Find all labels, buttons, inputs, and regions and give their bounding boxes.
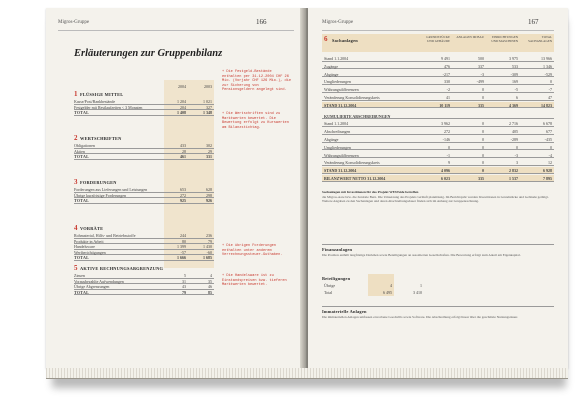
running-header-left: Migros-Gruppe xyxy=(58,20,90,25)
value-2004: 925 xyxy=(180,198,186,203)
margin-note: + Die Wertschriften sind zu Marktwerten bewertet. Die Bewertung erfolgt zu Kurswerten am Bilanzstichtag. xyxy=(222,112,289,130)
section-number: 2 xyxy=(74,134,78,142)
row-label: Forderungen aus Lieferungen und Leistungen xyxy=(74,187,148,192)
row-label: Kasse/Post/Bankbestände xyxy=(74,99,116,104)
mini-cell: 6 495 xyxy=(383,290,392,295)
left-page xyxy=(46,8,304,368)
table-cell: -1 xyxy=(446,152,450,158)
row-label: Obligationen xyxy=(74,143,95,148)
table-cell: 2 832 xyxy=(509,168,518,174)
table-cell: 0 xyxy=(482,129,484,135)
table-cell: 4 096 xyxy=(441,168,450,174)
value-2004: 204 xyxy=(180,104,186,110)
row-label: Wertberichtigungen xyxy=(74,249,106,255)
table-cell: 272 xyxy=(444,129,450,135)
value-2004: 79 xyxy=(182,289,186,295)
table-cell: 0 xyxy=(482,95,484,100)
value-2003: 628 xyxy=(206,187,212,192)
table-cell: 41 xyxy=(446,95,450,100)
value-2004: 461 xyxy=(180,154,186,159)
value-2003: 4 xyxy=(210,273,212,278)
section-text-7: Die Position enthält langfristige Darlehen sowie Beteiligungen an assoziierten Gesellschaften. Die Bewertung erfolgt zum Anteil am Eigenkapital. xyxy=(322,253,521,257)
table-row-label: Abgänge xyxy=(324,137,339,142)
row-label: TOTAL xyxy=(74,110,90,115)
table-row-label: STAND 31.12.2004 xyxy=(324,102,357,108)
value-2004: 43 xyxy=(182,284,186,289)
value-2004: 5 xyxy=(184,273,186,278)
section-title: FORDERUNGEN xyxy=(80,180,117,185)
table-cell: 337 xyxy=(478,63,484,69)
value-2003: 298 xyxy=(206,192,212,198)
row-label: TOTAL xyxy=(74,255,90,260)
mini-row-label: Total xyxy=(324,290,333,295)
value-2003: 35 xyxy=(208,278,212,284)
value-2003: 327 xyxy=(206,104,212,110)
margin-note: + Die übrigen Forderungen enthalten unter anderem Verrechnungssteuer-Guthaben. xyxy=(222,244,283,258)
table-cell: 13 966 xyxy=(541,56,552,61)
table-row-label: Stand 1.1.2004 xyxy=(324,121,349,127)
table-cell: 0 xyxy=(482,144,484,150)
table-cell: 6 928 xyxy=(543,168,552,174)
value-2004: 244 xyxy=(180,233,186,238)
table-cell: 335 xyxy=(478,176,484,181)
row-label: Festgelder mit Restlaufzeiten < 3 Monaten xyxy=(74,104,143,110)
table-cell: 0 xyxy=(550,79,552,85)
table-row-label: Stand 1.1.2004 xyxy=(324,56,349,61)
table-cell: 2 716 xyxy=(509,121,518,127)
table-row-label: Veränderung Konsolidierungskreis xyxy=(324,95,380,100)
table-cell: -309 xyxy=(510,71,518,77)
value-2003: 1 685 xyxy=(203,255,212,260)
section-title-7: Finanzanlagen xyxy=(322,247,353,252)
table-cell: 0 xyxy=(482,87,484,93)
table-row-label: BILANZWERT NETTO 31.12.2004 xyxy=(324,176,386,181)
row-label: Rohmaterial, Hilfs- und Betriebsstoffe xyxy=(74,233,136,238)
table-cell: 1 346 xyxy=(543,63,552,69)
section-title: FLÜSSIGE MITTEL xyxy=(80,92,124,97)
table-row-label: Abschreibungen xyxy=(324,129,351,135)
mini-cell: 1 xyxy=(420,283,422,288)
page-number-left: 166 xyxy=(256,18,267,26)
table-cell: 6 023 xyxy=(441,176,450,181)
table-cell: 335 xyxy=(478,102,484,108)
value-2003: 1 430 xyxy=(203,244,212,249)
table-cell: 405 xyxy=(512,129,518,135)
table-cell: 0 xyxy=(482,168,484,174)
section-title: AKTIVE RECHNUNGSABGRENZUNG xyxy=(80,266,164,271)
table-cell: -3 xyxy=(480,71,484,77)
table-cell: 533 xyxy=(512,63,518,69)
table-cell: 4 369 xyxy=(509,102,518,108)
table-row-label: Währungsdifferenzen xyxy=(324,87,359,93)
value-2004: 653 xyxy=(180,187,186,192)
table-cell: -7 xyxy=(548,87,552,93)
column-head: TOTAL SACHANLAGEN xyxy=(528,35,552,43)
table-cell: 330 xyxy=(444,79,450,85)
mini-row-label: Übrige xyxy=(324,283,336,288)
table-cell: 476 xyxy=(444,63,450,69)
page-edges xyxy=(46,368,568,379)
value-2004: 272 xyxy=(180,192,186,198)
table-cell: -499 xyxy=(476,79,484,85)
col-label-2004: 2004 xyxy=(178,84,186,89)
table-cell: 0 xyxy=(482,137,484,142)
section-text-8: Die immateriellen Anlagen umfassen erworbene Goodwills sowie Software. Die Abschreibung erfolgt linear über die geschätzte Nutzungsdauer. xyxy=(322,315,518,319)
table-cell: -435 xyxy=(544,137,552,142)
mini-cell: 3 410 xyxy=(413,290,422,295)
margin-note: + Die Festgeld-Bestände enthalten per 31.12.2004 CHF 26 Mio. (Vorjahr CHF 126 Mio.), die zur Sicherung von Pensionsgeldern angelegt sind. xyxy=(222,70,292,93)
table-cell: -289 xyxy=(510,137,518,142)
column-head: ANLAGEN IM BAU xyxy=(456,35,484,39)
table-row-label: Umgliederungen xyxy=(324,79,351,85)
col-label-2003: 2003 xyxy=(204,84,212,89)
table-cell: -529 xyxy=(544,71,552,77)
column-head: GRUNDSTÜCKE UND GEBÄUDE xyxy=(426,35,450,43)
table-cell: -2 xyxy=(446,87,450,93)
value-2004: 433 xyxy=(180,143,186,148)
section-title: VORRÄTE xyxy=(80,226,104,231)
table-cell: -217 xyxy=(442,71,450,77)
value-2004: -57 xyxy=(180,249,186,255)
open-book xyxy=(46,8,568,380)
value-2004: 31 xyxy=(182,278,186,284)
row-label: Übrige Abgrenzungen xyxy=(74,284,110,289)
table-cell: -3 xyxy=(514,152,518,158)
right-page xyxy=(308,8,568,368)
value-2003: 1 021 xyxy=(203,99,212,104)
section-title-8: Immaterielle Anlagen xyxy=(322,309,367,314)
row-label: Zinsen xyxy=(74,273,85,278)
table-row-label: Währungsdifferenzen xyxy=(324,152,359,158)
value-2003: 85 xyxy=(208,289,212,295)
section-title-sachanlagen: Sachanlagen xyxy=(332,38,358,43)
table-cell: 3 xyxy=(516,160,518,166)
value-2004: 80 xyxy=(182,238,186,244)
value-2004: 1 666 xyxy=(177,255,186,260)
table-cell: 1 537 xyxy=(509,176,518,181)
value-2003: 79 xyxy=(208,238,212,244)
value-2003: 236 xyxy=(206,233,212,238)
section-number: 5 xyxy=(74,264,78,272)
table-cell: 500 xyxy=(478,56,484,61)
value-2003: 302 xyxy=(206,143,212,148)
table-cell: 10 119 xyxy=(439,102,450,108)
value-2004: 1 204 xyxy=(177,99,186,104)
value-2003: 331 xyxy=(206,154,212,159)
section-number: 4 xyxy=(74,224,78,232)
row-label: Produkte in Arbeit xyxy=(74,238,104,244)
value-2004: 1 408 xyxy=(177,110,186,115)
page-title: Erläuterungen zur Gruppenbilanz xyxy=(74,48,223,59)
value-2004: 28 xyxy=(182,148,186,154)
column-head: EINRICHTUNGEN UND MASCHINEN xyxy=(491,35,518,43)
table-cell: 0 xyxy=(448,144,450,150)
section-number: 3 xyxy=(74,178,78,186)
table-cell: 169 xyxy=(512,79,518,85)
table-cell: 12 xyxy=(548,160,552,166)
value-2003: 29 xyxy=(208,148,212,154)
table-row-label: Abgänge xyxy=(324,71,339,77)
row-label: TOTAL xyxy=(74,154,90,159)
paragraph-text: die Migros-Aare bzw. die Zentrale Bern. Die Umsetzung des Projekts verläuft planmässig. Im Berichtsjahr wurden Investitionen in Grundstücke und Gebäude getätigt. Weitere Angaben zu den Sachanlagen und deren Abschreibungsdauer finden sich im Anhang zur Gruppenrechnung. xyxy=(322,195,549,204)
section-rule-8 xyxy=(322,306,554,307)
table-cell: 7 895 xyxy=(543,176,552,181)
value-2003: 1 348 xyxy=(203,110,212,115)
table-row-label: Veränderung Konsolidierungskreis xyxy=(324,160,380,166)
table-cell: 9 491 xyxy=(441,56,450,61)
table-row-label: Umgliederungen xyxy=(324,144,351,150)
table-row-label: KUMULIERTE ABSCHREIBUNGEN xyxy=(324,113,391,119)
page-number-right: 167 xyxy=(528,18,539,26)
table-cell: 0 xyxy=(482,121,484,127)
table-cell: -5 xyxy=(514,87,518,93)
table-row-label: STAND 31.12.2004 xyxy=(324,168,357,174)
table-cell: 0 xyxy=(482,152,484,158)
mini-table-title: Beteiligungen xyxy=(322,276,351,281)
section-number: 1 xyxy=(74,90,78,98)
table-cell: 0 xyxy=(482,160,484,166)
section-title: WERTSCHRIFTEN xyxy=(80,136,122,141)
table-cell: 6 678 xyxy=(543,121,552,127)
table-row-label: Zugänge xyxy=(324,63,338,69)
section-rule-7 xyxy=(322,244,554,245)
table-cell: 677 xyxy=(546,129,552,135)
header-rule xyxy=(58,30,294,31)
table-cell: 14 823 xyxy=(541,102,552,108)
row-label: TOTAL xyxy=(74,289,90,295)
table-cell: 3 962 xyxy=(441,121,450,127)
row-label: Aktien xyxy=(74,148,85,154)
section-number-6: 6 xyxy=(324,35,328,43)
mini-cell: 4 xyxy=(390,283,392,288)
value-2004: 1 399 xyxy=(177,244,186,249)
row-label: Handelsware xyxy=(74,244,95,249)
table-cell: 9 xyxy=(448,160,450,166)
row-label: Übrige kurzfristige Forderungen xyxy=(74,192,126,198)
header-rule-right xyxy=(322,30,554,31)
table-cell: -146 xyxy=(442,137,450,142)
running-header-right: Migros-Gruppe xyxy=(322,20,354,25)
value-2003: 926 xyxy=(206,198,212,203)
table-cell: 0 xyxy=(550,144,552,150)
table-cell: -4 xyxy=(548,152,552,158)
table-cell: 3 975 xyxy=(509,56,518,61)
value-2003: 46 xyxy=(208,284,212,289)
row-label: TOTAL xyxy=(74,198,90,203)
table-cell: 6 xyxy=(516,95,518,100)
value-2003: -60 xyxy=(206,249,212,255)
table-cell: 47 xyxy=(548,95,552,100)
paragraph-title: Sachanlagen mit Investitionen für das Projekt WESTside betreffen xyxy=(322,190,419,194)
margin-note: + Die Handelsware ist zu Einstandspreisen bzw. tieferen Marktwerten bewertet. xyxy=(222,274,287,288)
table-cell: 0 xyxy=(516,144,518,150)
row-label: Vorausbezahlte Aufwendungen xyxy=(74,278,124,284)
